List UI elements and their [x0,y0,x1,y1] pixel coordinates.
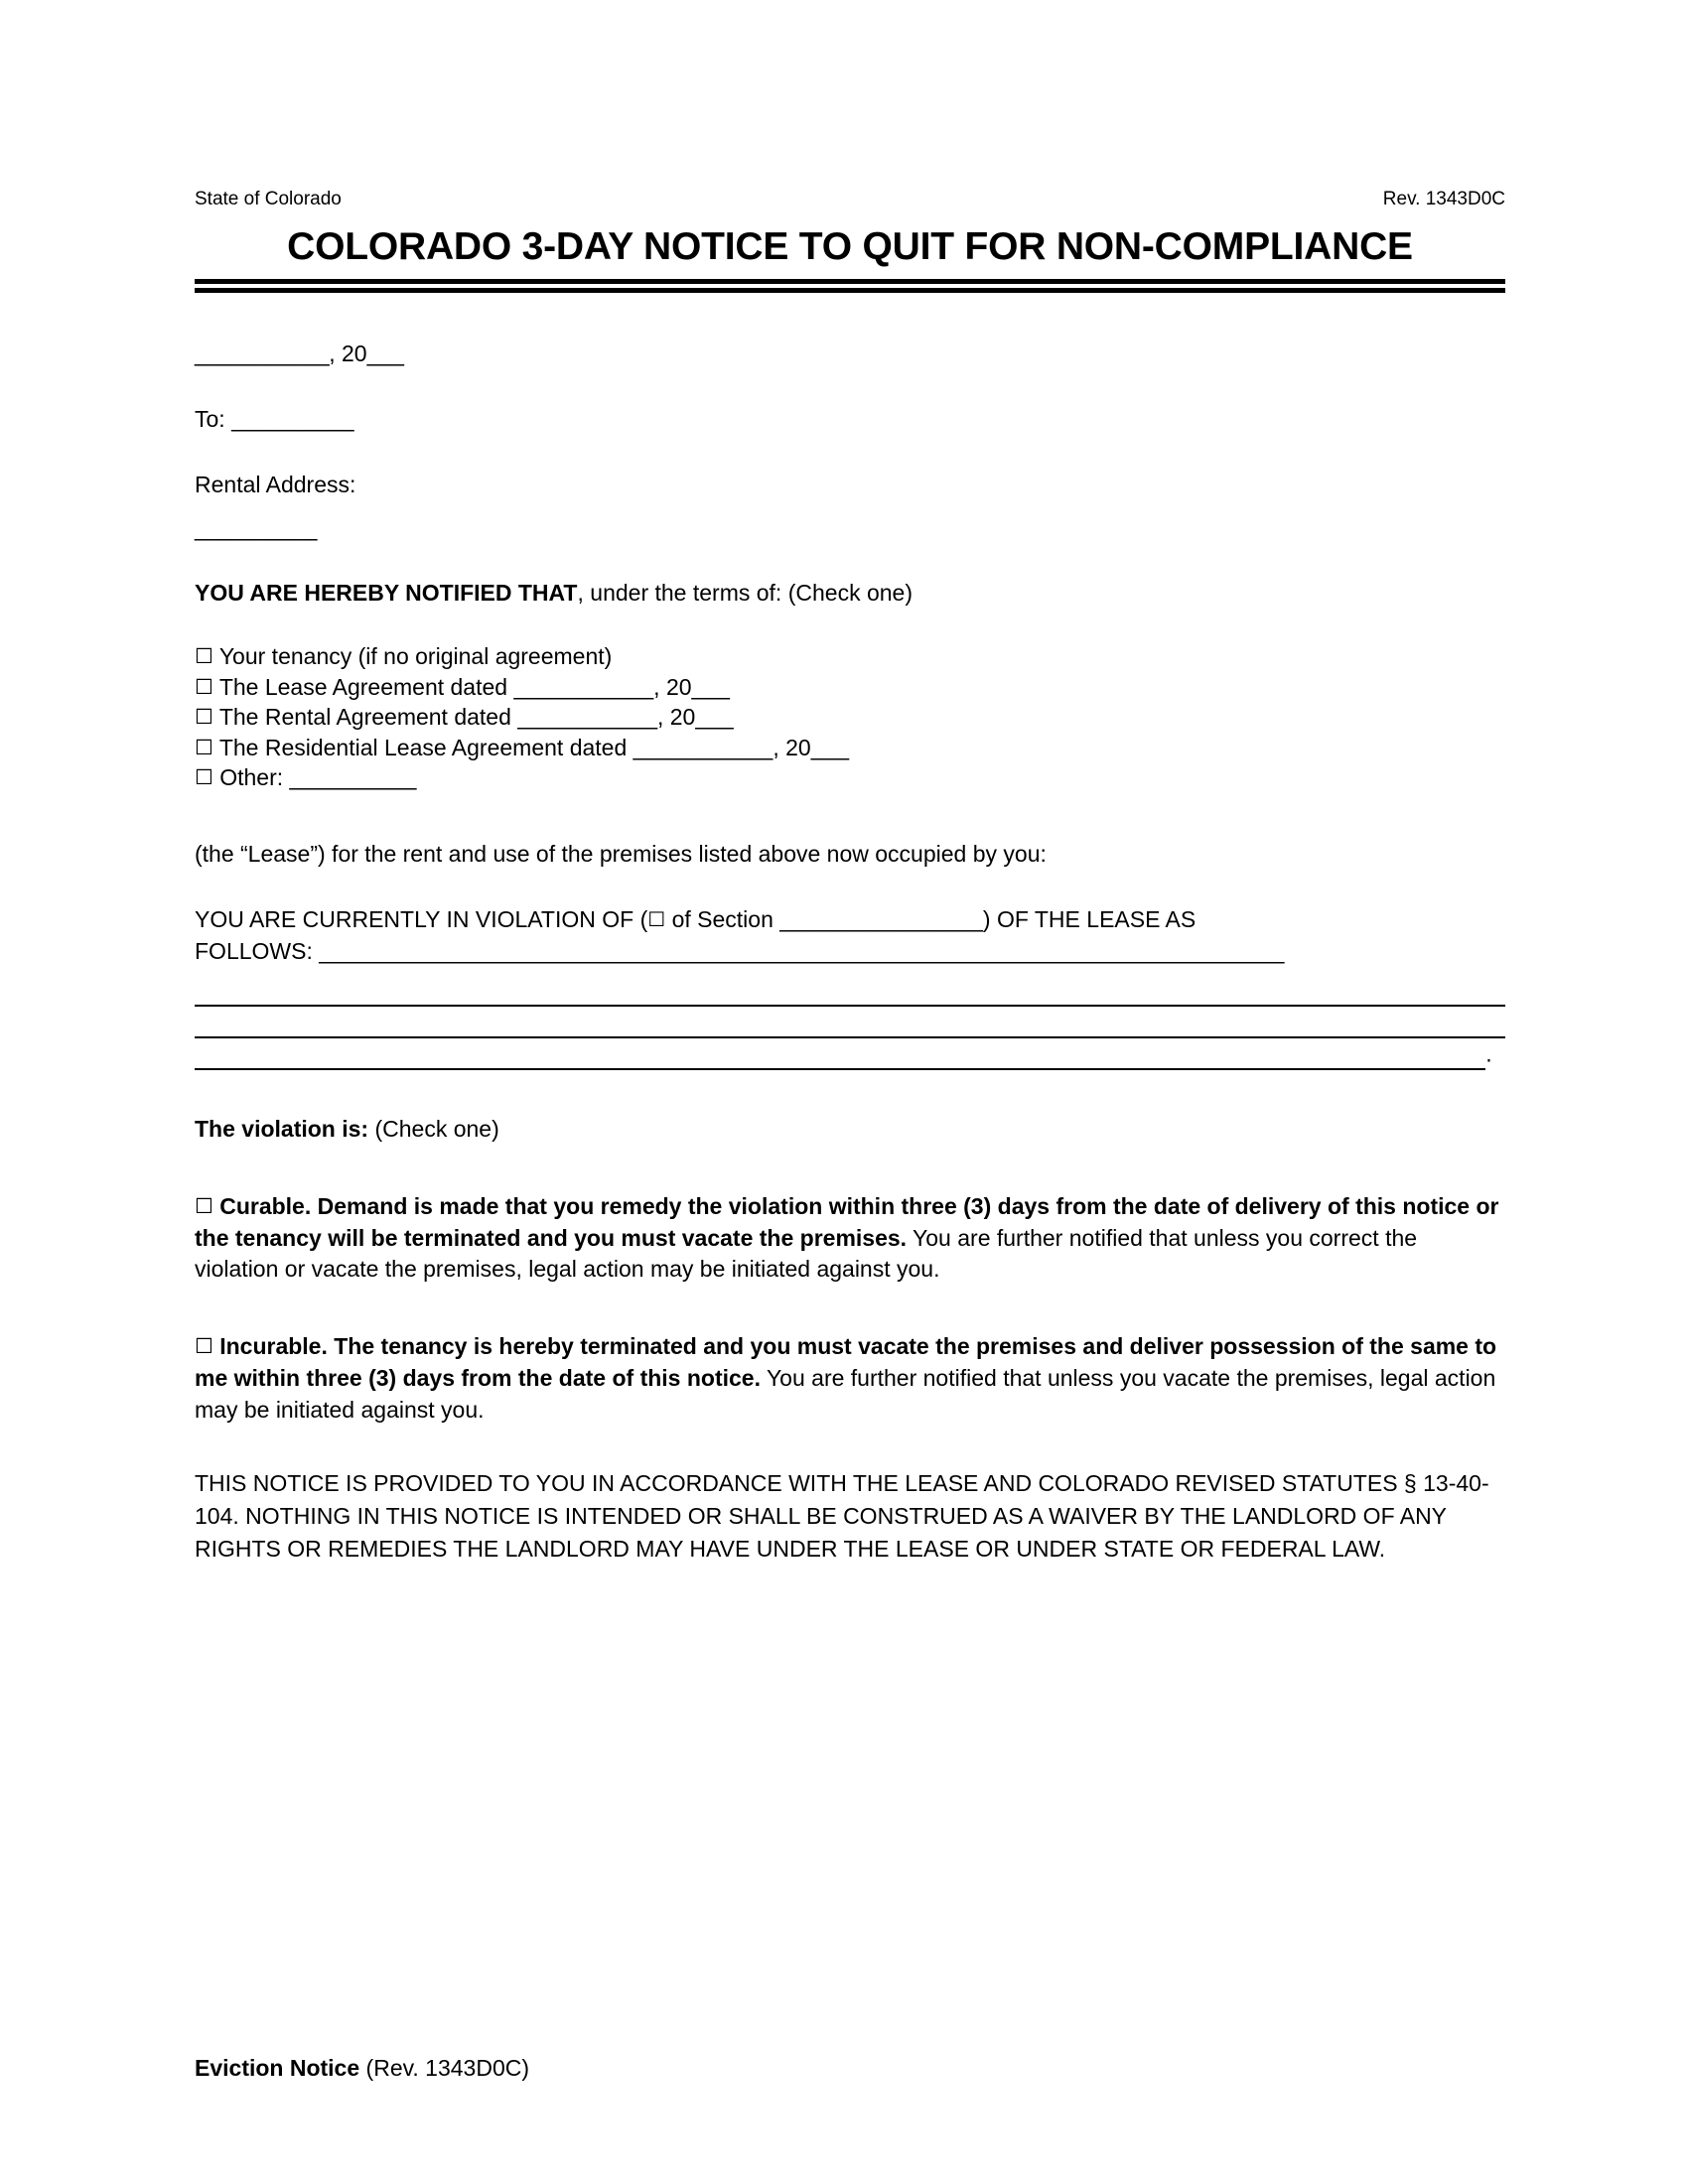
curable-checkbox-icon[interactable]: ☐ [195,1193,213,1218]
curable-normal-text: You are further notified that unless you correct the violation or vacate the premises, legal action may be initiated against you. [195,1224,1418,1283]
terms-option-label: The Residential Lease Agreement dated ___________, 20___ [218,734,850,760]
terms-option-row[interactable] [195,641,1505,672]
section-checkbox-icon[interactable]: ☐ [647,906,666,931]
state-label: State of Colorado [195,189,342,209]
terms-option-row[interactable] [195,733,1505,763]
terms-option-label: Your tenancy (if no original agreement) [218,643,613,670]
incurable-checkbox-icon[interactable]: ☐ [195,1334,213,1359]
curable-bold-text: Curable. Demand is made that you remedy the violation within three (3) days from the date of delivery of this notice or the tenancy will be terminated and you must vacate the premises. [195,1192,1499,1251]
blank-write-line[interactable] [195,1038,1485,1070]
notice-intro-bold: YOU ARE HEREBY NOTIFIED THAT [195,580,578,607]
notice-intro [195,578,1505,610]
terms-option-row[interactable] [195,702,1505,733]
terms-option-row[interactable] [195,672,1505,703]
terms-option-row[interactable] [195,762,1505,793]
date-year-prefix: , 20 [329,341,367,367]
notice-intro-rest: , under the terms of: (Check one) [577,580,913,607]
incurable-option[interactable] [195,1331,1505,1426]
to-blank[interactable]: __________ [231,406,353,433]
violation-period: . [1485,1040,1492,1067]
document-content [195,339,1505,1565]
lease-reference: (the “Lease”) for the rent and use of the premises listed above now occupied by you: [195,841,1047,868]
violation-description-lines [195,975,1505,1068]
terms-option-label: The Lease Agreement dated ___________, 20___ [218,673,730,700]
terms-option-label: The Rental Agreement dated ___________, 20___ [218,704,734,731]
terms-option-label: Other: __________ [219,764,417,791]
curable-option[interactable] [195,1191,1505,1286]
rental-address-label: Rental Address: [195,471,356,497]
violation-statement-part1: YOU ARE CURRENTLY IN VIOLATION OF ( [195,905,648,932]
violation-statement-part2: of Section ________________) OF THE LEASE AS [665,905,1196,932]
page-title: COLORADO 3-DAY NOTICE TO QUIT FOR NON-COMPLIANCE [287,224,1413,268]
document-footer [195,2055,529,2083]
violation-statement-part3[interactable]: FOLLOWS: ____________________________________________________________________________ [195,937,1285,964]
blank-write-line[interactable] [195,975,1505,1007]
checkbox-icon[interactable]: ☐ [195,644,213,669]
violation-statement [195,904,1505,967]
checkbox-icon[interactable]: ☐ [195,674,213,699]
checkbox-icon[interactable]: ☐ [195,705,213,730]
date-line [195,339,1505,370]
to-label: To: [195,406,232,433]
blank-write-line[interactable] [195,1007,1505,1038]
recipient-line [195,404,1505,436]
terms-checkbox-list [195,641,1505,793]
incurable-bold-text: Incurable. The tenancy is hereby terminated and you must vacate the premises and deliver possession of the same to me within three (3) days from the date of this notice. [195,1333,1497,1391]
rental-address-blank-line [195,513,1505,545]
violation-type-rest: (Check one) [368,1116,499,1143]
violation-type-bold: The violation is: [195,1116,369,1143]
blank-write-line-final-wrap [195,1038,1505,1068]
violation-type-heading [195,1114,1505,1146]
statute-paragraph: THIS NOTICE IS PROVIDED TO YOU IN ACCORDANCE WITH THE LEASE AND COLORADO REVISED STATUTES § 13-40-104. NOTHING IN THIS NOTICE IS INTENDED OR SHALL BE CONSTRUED AS A WAIVER BY THE LANDLORD OF ANY RIGHTS OR REMEDIES THE LANDLORD MAY HAVE UNDER THE LEASE OR UNDER STATE OR FEDERAL LAW. [195,1470,1489,1562]
title-divider [195,279,1505,293]
revision-label: Rev. 1343D0C [1382,189,1505,209]
checkbox-icon[interactable]: ☐ [195,735,213,759]
date-year-blank[interactable]: ___ [366,341,404,367]
rental-address-blank[interactable]: __________ [195,514,317,541]
footer-revision: (Rev. 1343D0C) [359,2055,530,2081]
incurable-normal-text: You are further notified that unless you vacate the premises, legal action may be initiated against you. [195,1364,1496,1423]
document-body [195,189,1505,1565]
document-header [195,189,1505,211]
checkbox-icon[interactable]: ☐ [195,765,213,790]
footer-title: Eviction Notice [195,2055,360,2081]
date-blank[interactable]: ___________ [195,341,330,367]
